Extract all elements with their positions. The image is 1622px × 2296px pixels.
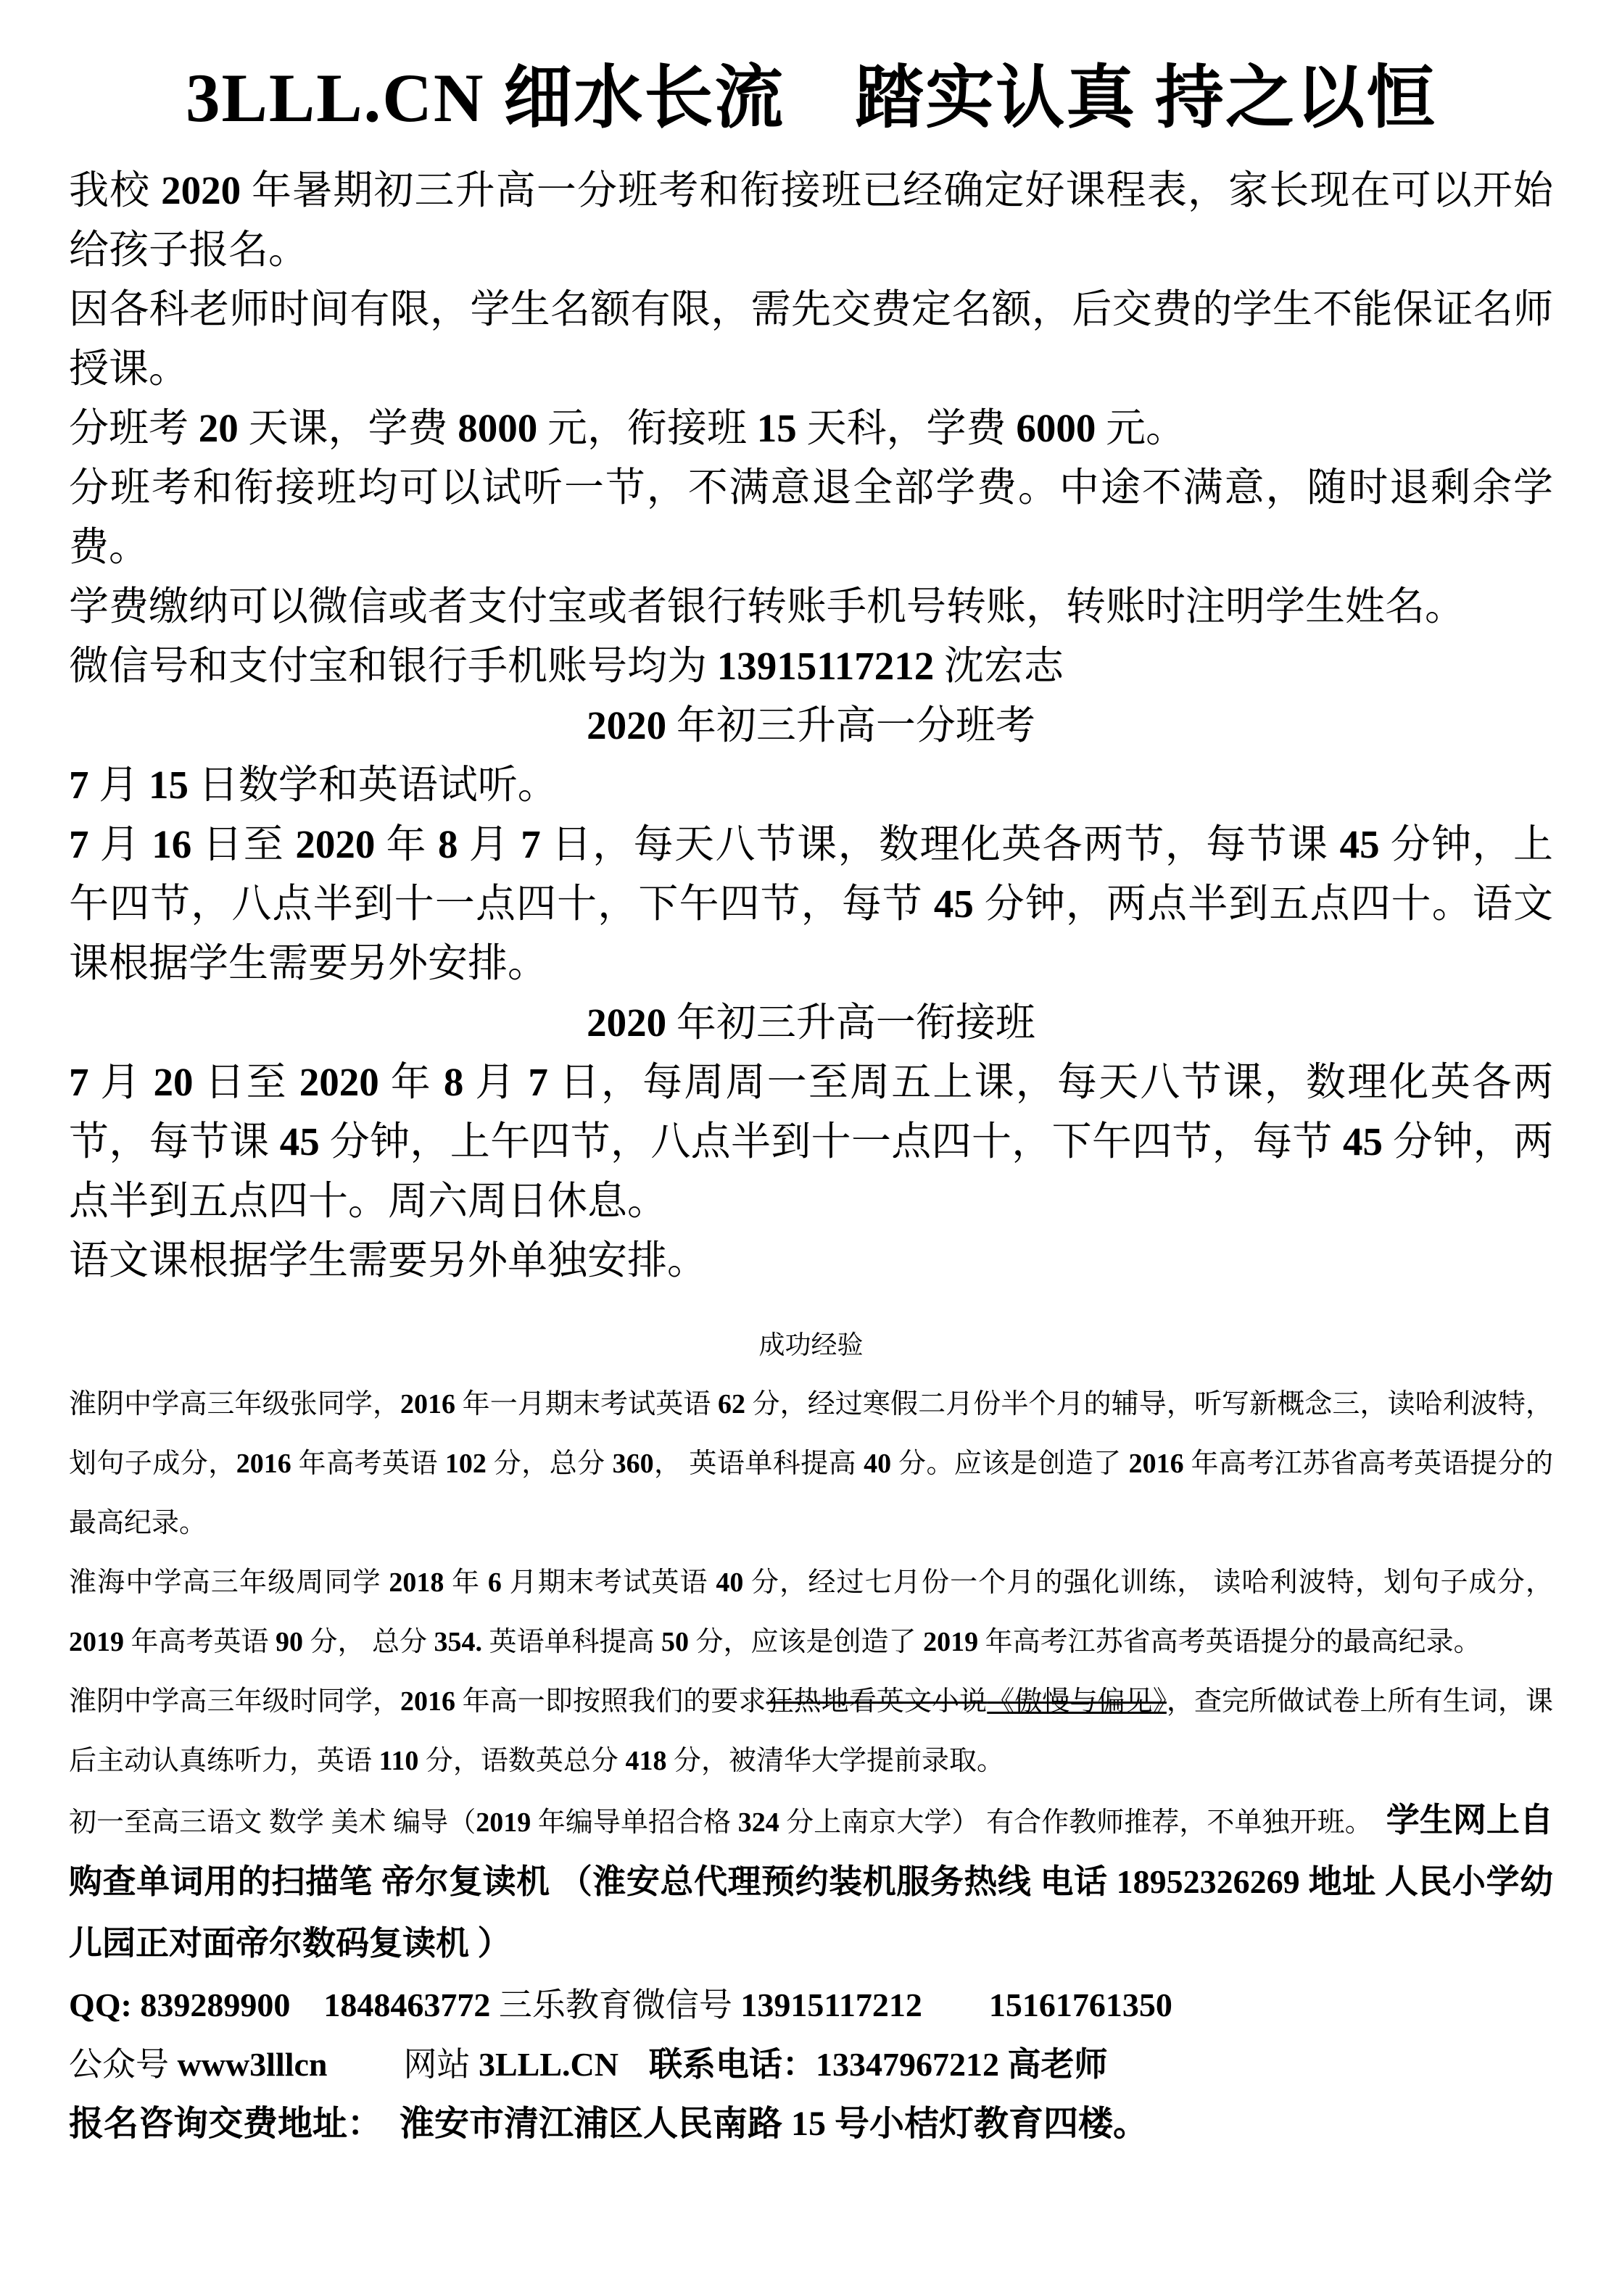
success-case-1: 淮阴中学高三年级张同学，2016 年一月期末考试英语 62 分，经过寒假二月份半个月的辅导，听写新概念三，读哈利波特，划句子成分，2016 年高考英语 102 分，总分 360， 英语单科提高 40 分。应该是创造了 2016 年高考江苏省高考英语提分的最高纪录。: [69, 1389, 1553, 1538]
courses-and-devices-paragraph: [69, 1791, 1553, 1976]
strikethrough-underlined-book-title: 《傲慢与偏见》: [987, 1686, 1167, 1717]
bridging-class-paragraph-2: 语文课根据学生需要另外单独安排。: [69, 1238, 708, 1282]
bridging-class-paragraph-1: 7 月 20 日至 2020 年 8 月 7 日，每周周一至周五上课，每天八节课，数理化英各两节，每节课 45 分钟，上午四节，八点半到十一点四十，下午四节，每节 45 分钟，两点半到五点四十。周六周日休息。: [69, 1060, 1553, 1223]
website: 网站 3LLL.CN: [403, 2046, 618, 2083]
success-heading: 成功经验: [758, 1330, 864, 1359]
success-section: [69, 1315, 1553, 1976]
intro-paragraph-6: 微信号和支付宝和银行手机账号均为 13915117212 沈宏志: [69, 644, 1064, 688]
success-case-2: 淮海中学高三年级周同学 2018 年 6 月期末考试英语 40 分，经过七月份一个月的强化训练， 读哈利波特，划句子成分，2019 年高考英语 90 分， 总分 354. 英语单科提高 50 分，应该是创造了 2019 年高考江苏省高考英语提分的最高纪录。: [69, 1567, 1553, 1657]
scanner-pen-repeater-text: 学生网上自购查单词用的扫描笔 帝尔复读机 （淮安总代理预约装机服务热线 电话 18952326269 地址 人民小学幼儿园正对面帝尔数码复读机 ）: [69, 1802, 1554, 1962]
channels-line: [69, 2035, 1553, 2094]
strikethrough-text: 狂热地看英文小说: [766, 1686, 988, 1717]
placement-exam-paragraph-2: 7 月 16 日至 2020 年 8 月 7 日，每天八节课，数理化英各两节，每节课 45 分钟，上午四节，八点半到十一点四十，下午四节，每节 45 分钟，两点半到五点四十。语文课根据学生需要另外安排。: [69, 822, 1553, 985]
section-heading-bridging-class: 2020 年初三升高一衔接班: [587, 1000, 1035, 1045]
registration-address-line: 报名咨询交费地址： 淮安市清江浦区人民南路 15 号小桔灯教育四楼。: [69, 2105, 1149, 2143]
contact-phone: 联系电话：13347967212 高老师: [648, 2046, 1108, 2083]
qq-wechat-line: QQ: 839289900 1848463772 三乐教育微信号 13915117212 15161761350: [69, 1986, 1172, 2023]
success-case-3: [69, 1672, 1553, 1791]
intro-paragraph-3: 分班考 20 天课，学费 8000 元，衔接班 15 天科，学费 6000 元。: [69, 406, 1186, 450]
courses-offer-text: 初一至高三语文 数学 美术 编导（2019 年编导单招合格 324 分上南京大学） 有合作教师推荐，不单独开班。: [69, 1807, 1386, 1838]
intro-paragraph-1: 我校 2020 年暑期初三升高一分班考和衔接班已经确定好课程表，家长现在可以开始给孩子报名。: [69, 168, 1553, 272]
success-case-3-text-after: ，查完所做试卷上所有生词，课后主动认真练听力，英语 110 分，语数英总分 418 分，被清华大学提前录取。: [69, 1686, 1553, 1776]
intro-paragraph-4: 分班考和衔接班均可以试听一节，不满意退全部学费。中途不满意，随时退剩余学费。: [69, 465, 1553, 569]
intro-paragraph-2: 因各科老师时间有限，学生名额有限，需先交费定名额，后交费的学生不能保证名师授课。: [69, 287, 1553, 391]
public-account: 公众号 www3lllcn: [69, 2046, 328, 2083]
page-title: 3LLL.CN 细水长流 踏实认真 持之以恒: [185, 59, 1437, 136]
success-case-3-text: 淮阴中学高三年级时同学，2016 年高一即按照我们的要求: [69, 1686, 766, 1717]
intro-paragraph-5: 学费缴纳可以微信或者支付宝或者银行转账手机号转账，转账时注明学生姓名。: [69, 584, 1465, 629]
placement-exam-paragraph-1: 7 月 15 日数学和英语试听。: [69, 763, 558, 807]
section-heading-placement-exam: 2020 年初三升高一分班考: [587, 703, 1035, 747]
